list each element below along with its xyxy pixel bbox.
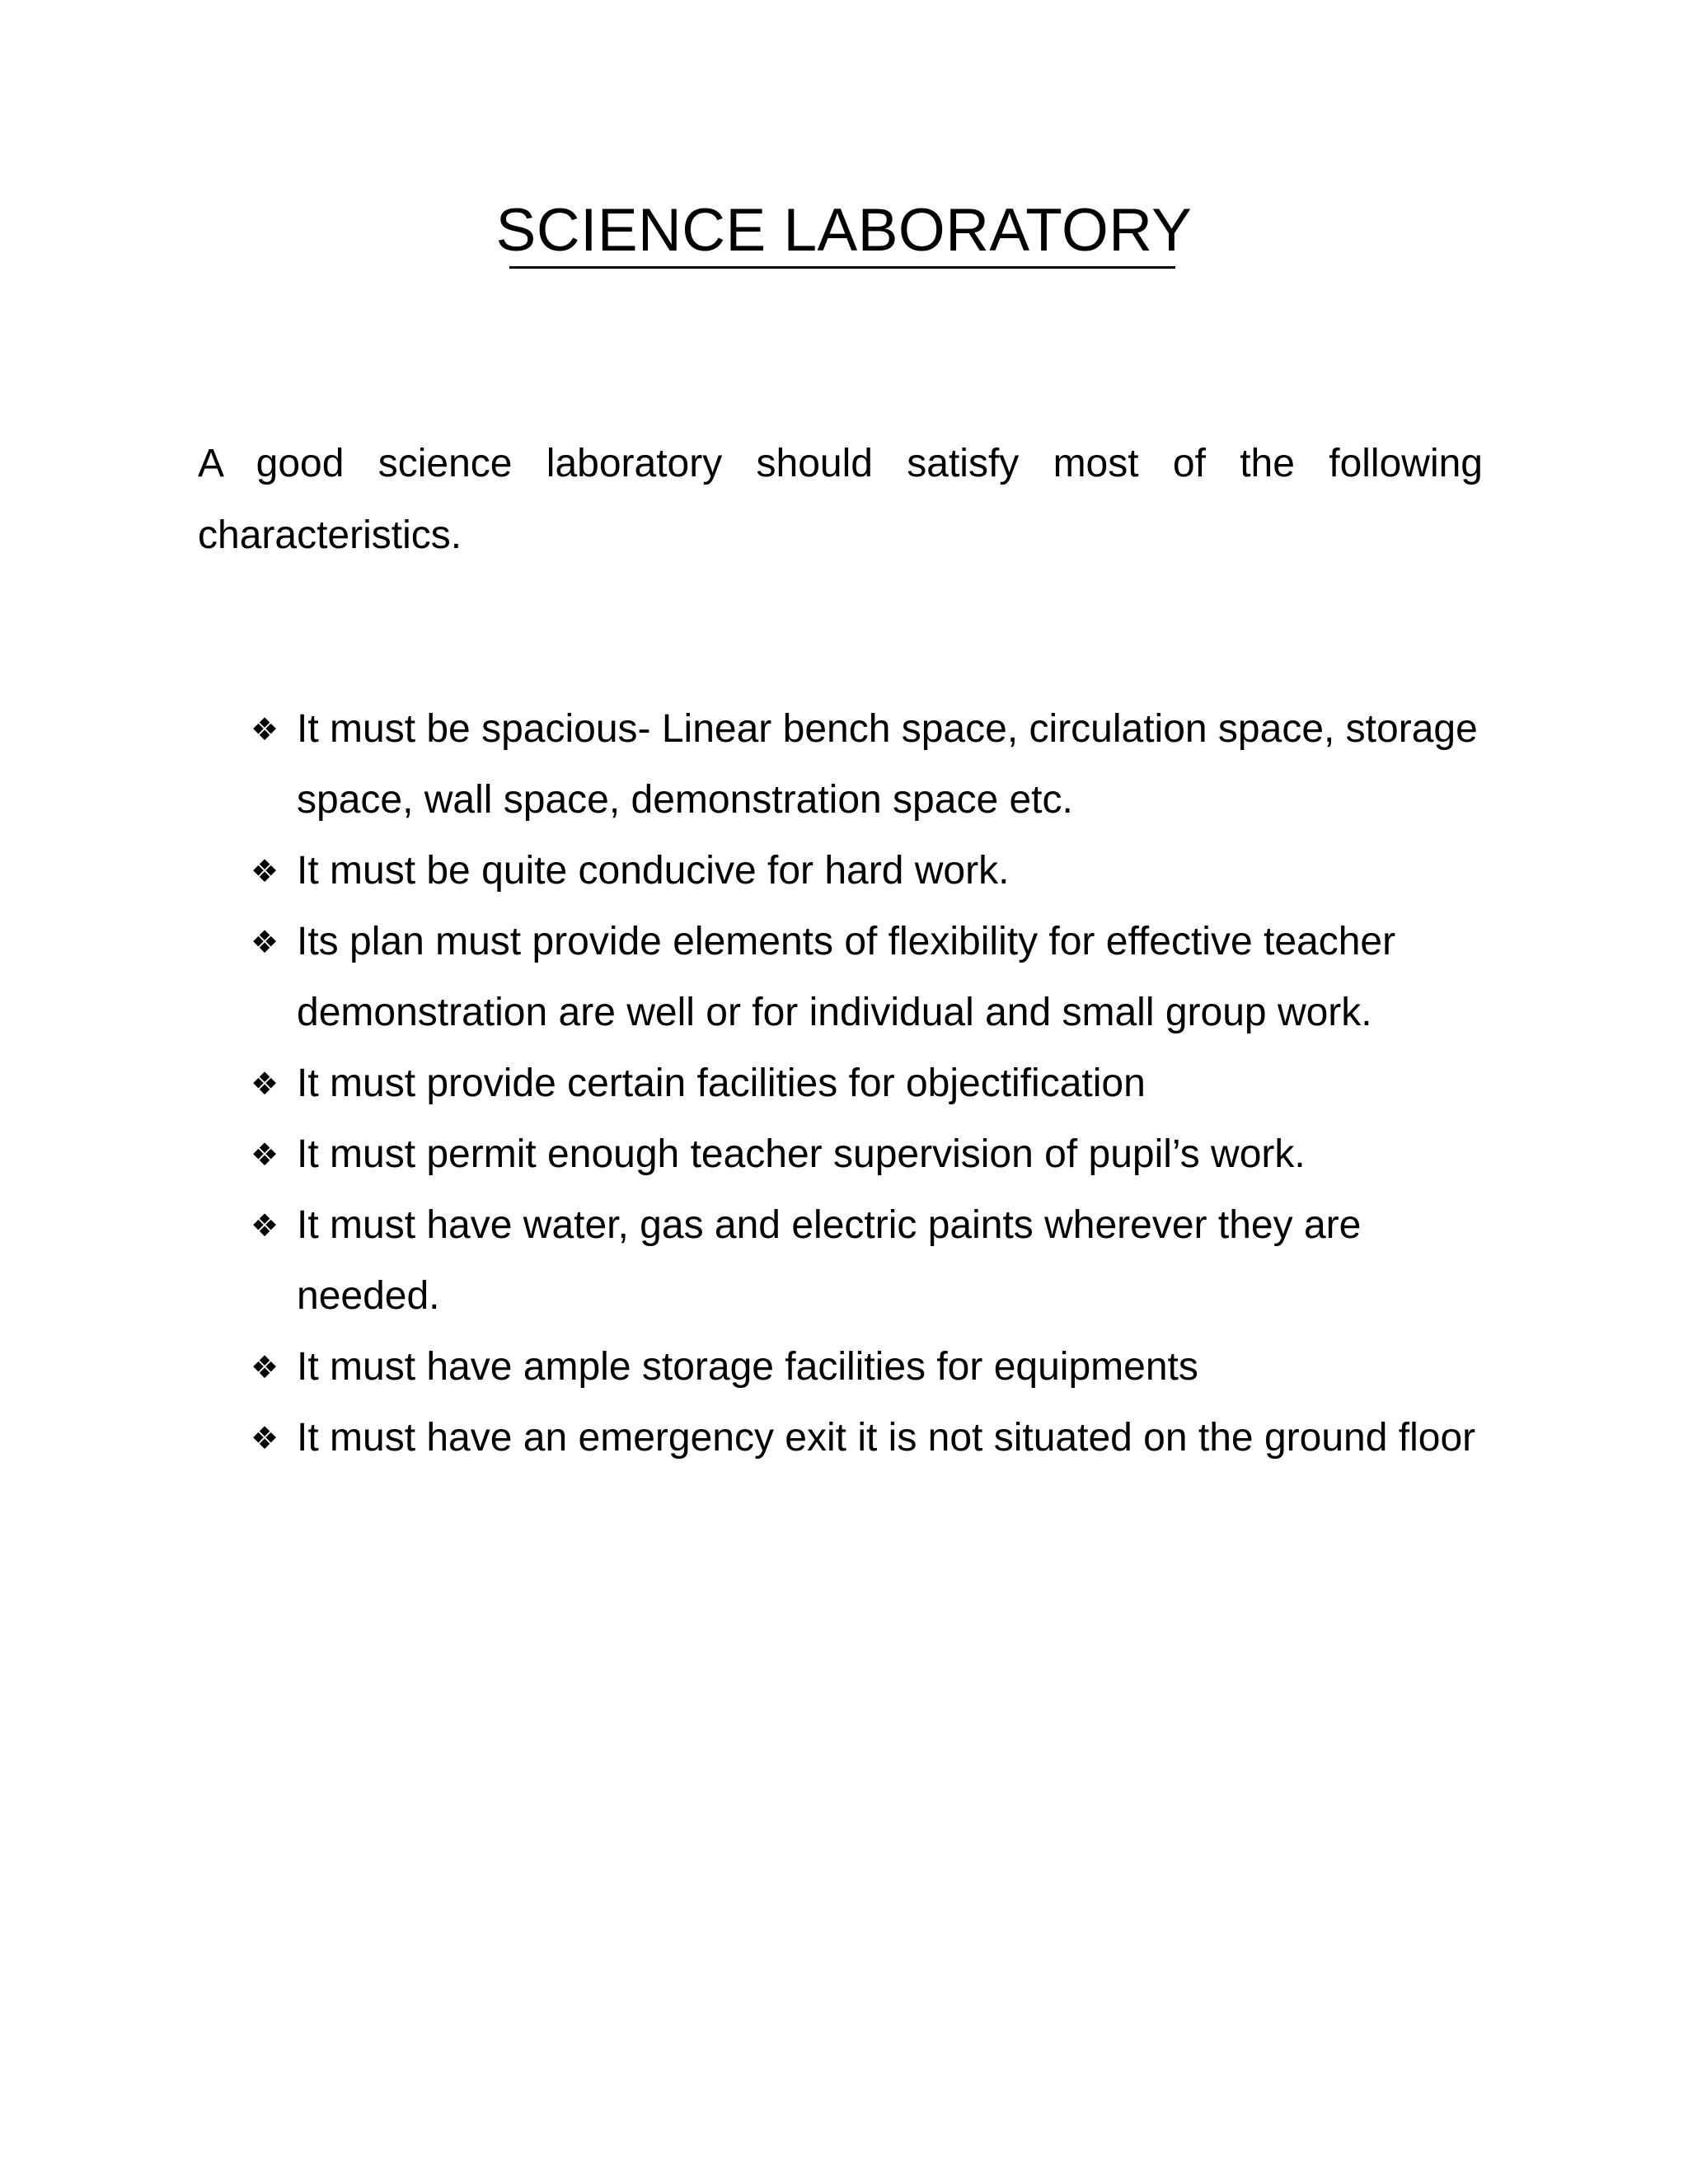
list-item [244,694,1497,836]
list-item [244,907,1497,1048]
four-diamond-bullet-icon: ❖ [251,1420,279,1456]
list-item-text: It must have an emergency exit it is not situated on the ground floor [297,1416,1476,1460]
four-diamond-bullet-icon: ❖ [251,1207,279,1244]
list-item-text: It must be quite conducive for hard work. [297,849,1010,893]
intro-paragraph [198,428,1483,571]
characteristics-list [244,694,1497,1474]
list-item-text: It must have water, gas and electric paints wherever they are needed. [297,1203,1362,1318]
four-diamond-bullet-icon: ❖ [251,853,279,889]
four-diamond-bullet-icon: ❖ [251,924,279,960]
page-title: SCIENCE LABORATORY [495,197,1193,264]
list-item-text: Its plan must provide elements of flexibility for effective teacher demonstration are well or for individual and small group work. [297,920,1396,1034]
list-item-text: It must provide certain facilities for objectification [297,1062,1146,1105]
list-item [244,1190,1497,1332]
four-diamond-bullet-icon: ❖ [251,1066,279,1102]
list-item [244,1332,1497,1403]
title-underline [509,266,1175,269]
list-item-text: It must be spacious- Linear bench space, circulation space, storage space, wall space, demonstration space etc. [297,707,1478,822]
four-diamond-bullet-icon: ❖ [251,1137,279,1173]
list-item [244,1119,1497,1190]
list-item [244,1048,1497,1119]
intro-line-1: A good science laboratory should satisfy most of the following [198,442,1483,485]
four-diamond-bullet-icon: ❖ [251,1349,279,1385]
list-item [244,836,1497,907]
list-item-text: It must have ample storage facilities for equipments [297,1345,1198,1389]
list-item [244,1403,1497,1474]
list-item-text: It must permit enough teacher supervision of pupil’s work. [297,1132,1306,1176]
four-diamond-bullet-icon: ❖ [251,711,279,748]
intro-line-2: characteristics. [198,513,462,557]
